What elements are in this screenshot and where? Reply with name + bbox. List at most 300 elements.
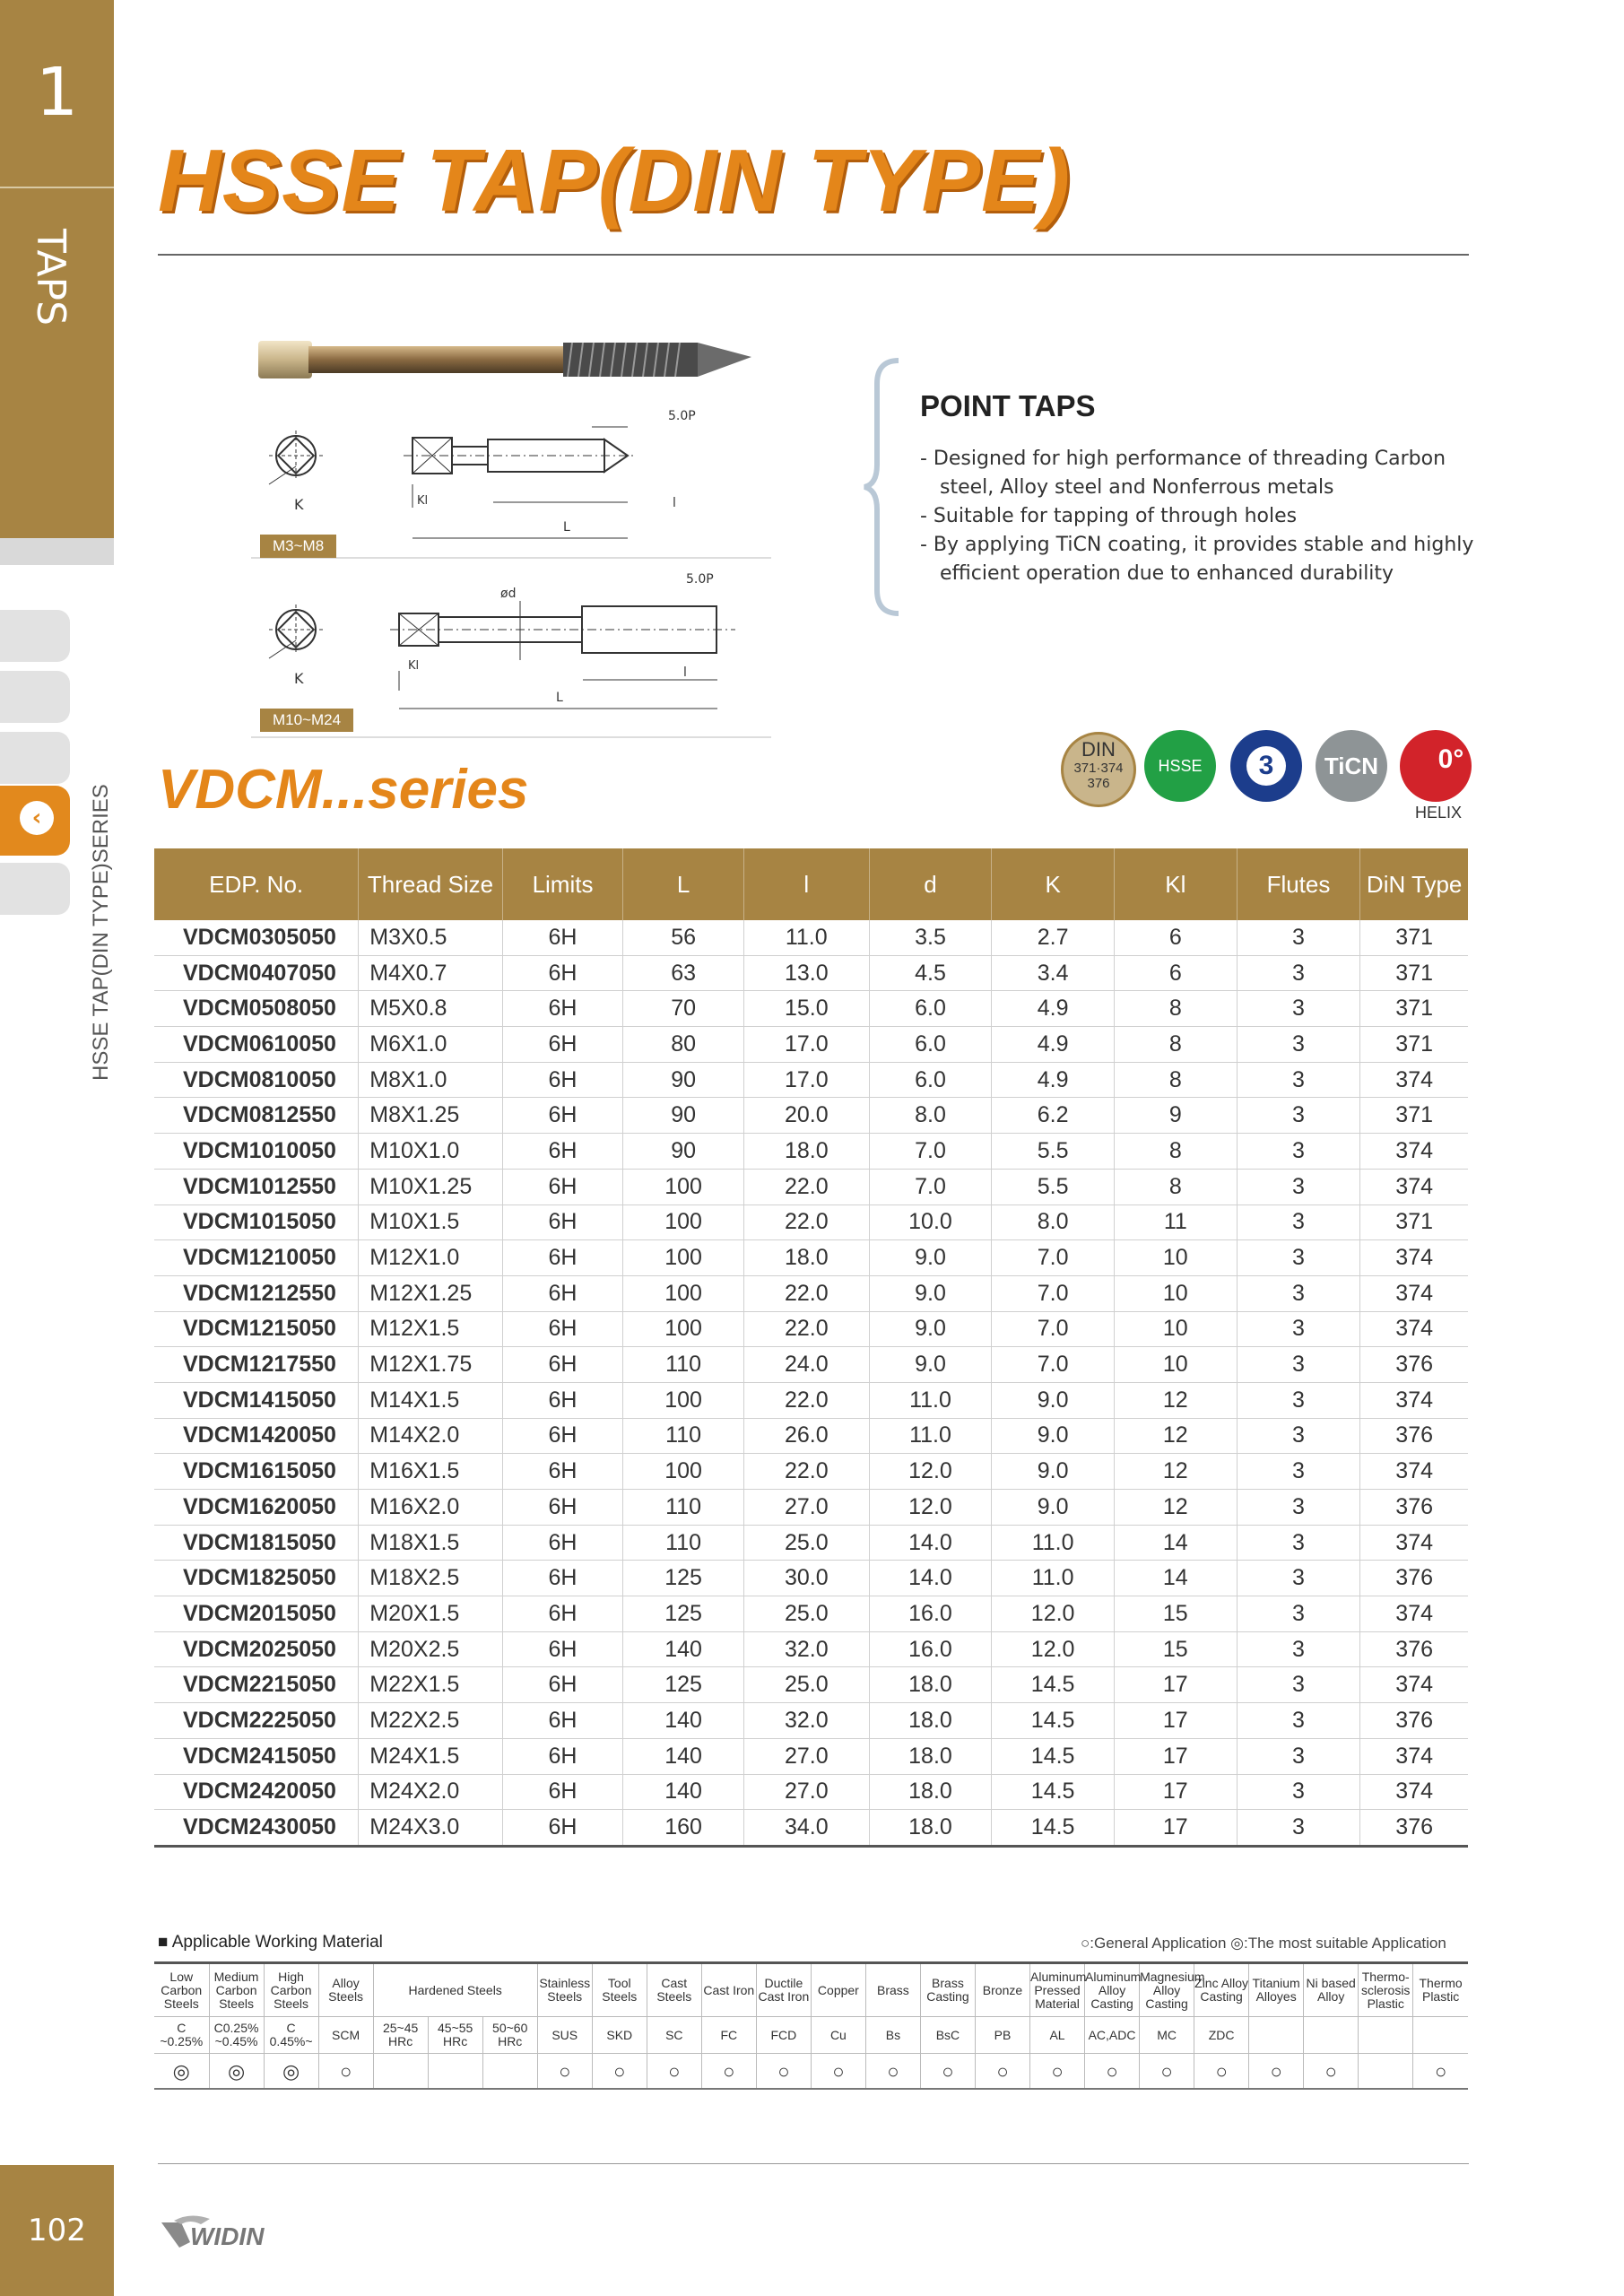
table-row — [154, 1311, 1468, 1347]
table-cell: 11 — [1114, 1205, 1237, 1240]
table-cell: 11.0 — [869, 1418, 992, 1454]
logo-text: WIDIN — [190, 2222, 265, 2250]
material-mark: ○ — [1249, 2054, 1304, 2090]
material-code: BsC — [920, 2017, 975, 2054]
table-cell: 6H — [502, 1525, 623, 1561]
table-row — [154, 1240, 1468, 1276]
table-cell: 100 — [623, 1275, 744, 1311]
material-code: AC,ADC — [1085, 2017, 1140, 2054]
edp-cell: VDCM1210050 — [154, 1240, 359, 1276]
edp-cell: VDCM2430050 — [154, 1810, 359, 1847]
table-cell: 376 — [1360, 1490, 1468, 1526]
table-cell: 374 — [1360, 1240, 1468, 1276]
material-mark — [428, 2054, 482, 2090]
sidebar-tab[interactable] — [0, 732, 70, 784]
table-cell: 371 — [1360, 1098, 1468, 1134]
table-cell: 8 — [1114, 1134, 1237, 1170]
table-cell: 371 — [1360, 1205, 1468, 1240]
table-cell: 376 — [1360, 1561, 1468, 1596]
edp-cell: VDCM1012550 — [154, 1169, 359, 1205]
table-cell: M14X1.5 — [359, 1382, 502, 1418]
material-code: 50~60 HRc — [482, 2017, 537, 2054]
material-name: Aluminum Pressed Material — [1030, 1963, 1085, 2017]
table-row — [154, 1810, 1468, 1847]
material-code: PB — [975, 2017, 1029, 2054]
material-mark: ○ — [537, 2054, 592, 2090]
table-cell: 4.9 — [992, 1027, 1115, 1063]
table-cell: 25.0 — [743, 1596, 869, 1632]
table-cell: M20X2.5 — [359, 1631, 502, 1667]
material-code: 25~45 HRc — [373, 2017, 428, 2054]
table-cell: M8X1.0 — [359, 1062, 502, 1098]
dim-d: ød — [500, 587, 517, 601]
table-cell: 6H — [502, 1774, 623, 1810]
table-row — [154, 1561, 1468, 1596]
table-cell: M6X1.0 — [359, 1027, 502, 1063]
material-mark: ○ — [1140, 2054, 1194, 2090]
material-name: Medium Carbon Steels — [209, 1963, 264, 2017]
table-cell: 374 — [1360, 1596, 1468, 1632]
material-name: Alloy Steels — [318, 1963, 373, 2017]
table-row — [154, 1490, 1468, 1526]
table-cell: 374 — [1360, 1454, 1468, 1490]
material-names-row — [154, 1963, 1468, 2017]
table-cell: 3 — [1237, 955, 1360, 991]
table-cell: 32.0 — [743, 1703, 869, 1739]
material-code: FC — [701, 2017, 756, 2054]
table-cell: 22.0 — [743, 1311, 869, 1347]
material-code: Cu — [811, 2017, 865, 2054]
table-row — [154, 920, 1468, 955]
material-name: Magnesium Alloy Casting — [1140, 1963, 1194, 2017]
table-header-row — [154, 848, 1468, 920]
widin-logo — [154, 2212, 289, 2260]
drawing-label-large: M10~M24 — [260, 709, 353, 732]
column-header: Limits — [502, 848, 623, 920]
table-cell: 6H — [502, 1027, 623, 1063]
table-row — [154, 1027, 1468, 1063]
dim-l: l — [673, 496, 676, 510]
table-cell: 374 — [1360, 1667, 1468, 1703]
table-cell: M3X0.5 — [359, 920, 502, 955]
table-cell: 14.5 — [992, 1774, 1115, 1810]
table-row — [154, 1703, 1468, 1739]
chapter-number: 1 — [35, 54, 79, 131]
edp-cell: VDCM1825050 — [154, 1561, 359, 1596]
table-cell: 10 — [1114, 1311, 1237, 1347]
table-cell: 7.0 — [992, 1275, 1115, 1311]
table-row — [154, 991, 1468, 1027]
table-cell: 6H — [502, 1205, 623, 1240]
table-row — [154, 1382, 1468, 1418]
table-cell: 6H — [502, 1810, 623, 1847]
dim-L: L — [563, 520, 570, 535]
table-cell: 3 — [1237, 1561, 1360, 1596]
table-cell: 12 — [1114, 1490, 1237, 1526]
table-cell: 16.0 — [869, 1596, 992, 1632]
dim-kl: Kl — [408, 659, 420, 673]
table-cell: 3.4 — [992, 955, 1115, 991]
table-cell: M12X1.5 — [359, 1311, 502, 1347]
table-cell: 3 — [1237, 1738, 1360, 1774]
sidebar-divider — [0, 187, 114, 188]
table-cell: 374 — [1360, 1382, 1468, 1418]
table-cell: 6H — [502, 920, 623, 955]
dim-l: l — [683, 665, 687, 680]
material-mark — [373, 2054, 428, 2090]
edp-cell: VDCM2415050 — [154, 1738, 359, 1774]
table-cell: 14.0 — [869, 1525, 992, 1561]
table-cell: 6H — [502, 991, 623, 1027]
material-mark: ○ — [1194, 2054, 1249, 2090]
table-cell: 10 — [1114, 1240, 1237, 1276]
table-cell: 9.0 — [869, 1347, 992, 1383]
table-cell: 9.0 — [992, 1382, 1115, 1418]
table-cell: 100 — [623, 1454, 744, 1490]
table-cell: M12X1.25 — [359, 1275, 502, 1311]
column-header: K — [992, 848, 1115, 920]
sidebar-tab[interactable] — [0, 671, 70, 723]
table-cell: 17 — [1114, 1738, 1237, 1774]
material-table — [154, 1961, 1468, 2090]
table-cell: 12.0 — [992, 1596, 1115, 1632]
table-cell: 3 — [1237, 1418, 1360, 1454]
table-cell: 9.0 — [869, 1275, 992, 1311]
table-cell: 140 — [623, 1774, 744, 1810]
table-cell: 3 — [1237, 1205, 1360, 1240]
table-cell: 80 — [623, 1027, 744, 1063]
material-mark — [482, 2054, 537, 2090]
table-cell: 14.0 — [869, 1561, 992, 1596]
table-cell: 34.0 — [743, 1810, 869, 1847]
flutes-badge — [1230, 730, 1302, 802]
sidebar-tab[interactable] — [0, 610, 70, 662]
din-badge-line2: 376 — [1087, 776, 1110, 791]
table-cell: 14.5 — [992, 1667, 1115, 1703]
table-cell: 110 — [623, 1525, 744, 1561]
table-cell: 14 — [1114, 1561, 1237, 1596]
table-cell: 3 — [1237, 1703, 1360, 1739]
edp-cell: VDCM0508050 — [154, 991, 359, 1027]
material-name: Thermo Plastic — [1413, 1963, 1468, 2017]
helix-badge — [1400, 730, 1472, 802]
material-mark: ○ — [756, 2054, 811, 2090]
material-code — [1359, 2017, 1413, 2054]
table-cell: 110 — [623, 1490, 744, 1526]
helix-angle: 0° — [1437, 744, 1464, 774]
table-cell: 3 — [1237, 920, 1360, 955]
table-cell: 6H — [502, 1169, 623, 1205]
table-row — [154, 1667, 1468, 1703]
widin-logo-mark — [154, 2212, 289, 2257]
dim-pitch: 5.0P — [686, 572, 714, 587]
sidebar-strip — [0, 538, 114, 565]
table-cell: 125 — [623, 1596, 744, 1632]
material-code: AL — [1030, 2017, 1085, 2054]
material-name: Tool Steels — [592, 1963, 647, 2017]
table-cell: M18X1.5 — [359, 1525, 502, 1561]
drawing-label-small: M3~M8 — [260, 535, 336, 558]
table-row — [154, 1596, 1468, 1632]
material-code: 45~55 HRc — [428, 2017, 482, 2054]
table-cell: 22.0 — [743, 1454, 869, 1490]
table-cell: 6H — [502, 1490, 623, 1526]
material-mark: ○ — [1085, 2054, 1140, 2090]
table-cell: M14X2.0 — [359, 1418, 502, 1454]
table-cell: 3 — [1237, 1027, 1360, 1063]
series-title: VDCM...series — [158, 759, 529, 821]
list-item: - Suitable for tapping of through holes — [920, 505, 1298, 527]
material-mark: ○ — [1413, 2054, 1468, 2090]
table-cell: 6 — [1114, 955, 1237, 991]
table-cell: M10X1.25 — [359, 1169, 502, 1205]
edp-cell: VDCM1815050 — [154, 1525, 359, 1561]
table-cell: 90 — [623, 1062, 744, 1098]
table-cell: 374 — [1360, 1311, 1468, 1347]
table-cell: 12 — [1114, 1418, 1237, 1454]
table-cell: M5X0.8 — [359, 991, 502, 1027]
table-cell: M24X2.0 — [359, 1774, 502, 1810]
edp-cell: VDCM2225050 — [154, 1703, 359, 1739]
table-cell: 3 — [1237, 1098, 1360, 1134]
material-code: SC — [647, 2017, 701, 2054]
material-name: Brass — [865, 1963, 920, 2017]
table-cell: 9.0 — [869, 1311, 992, 1347]
sidebar-tab[interactable] — [0, 863, 70, 915]
table-cell: 6H — [502, 1738, 623, 1774]
table-cell: 8 — [1114, 991, 1237, 1027]
column-header: l — [743, 848, 869, 920]
table-cell: M10X1.5 — [359, 1205, 502, 1240]
chevron-left-icon: ‹ — [20, 801, 54, 835]
table-cell: M12X1.75 — [359, 1347, 502, 1383]
material-code — [1413, 2017, 1468, 2054]
table-cell: 374 — [1360, 1525, 1468, 1561]
table-cell: 25.0 — [743, 1667, 869, 1703]
dim-pitch: 5.0P — [668, 409, 696, 423]
column-header: d — [869, 848, 992, 920]
table-cell: 100 — [623, 1205, 744, 1240]
edp-cell: VDCM1615050 — [154, 1454, 359, 1490]
table-row — [154, 1205, 1468, 1240]
table-cell: 17 — [1114, 1703, 1237, 1739]
table-row — [154, 1774, 1468, 1810]
table-cell: 5.5 — [992, 1169, 1115, 1205]
table-cell: 25.0 — [743, 1525, 869, 1561]
table-cell: 125 — [623, 1561, 744, 1596]
material-name: Aluminum Alloy Casting — [1085, 1963, 1140, 2017]
material-mark — [1359, 2054, 1413, 2090]
table-cell: 90 — [623, 1134, 744, 1170]
table-row — [154, 1134, 1468, 1170]
footer-divider — [158, 2163, 1469, 2164]
material-name: Copper — [811, 1963, 865, 2017]
table-cell: 8.0 — [869, 1098, 992, 1134]
edp-cell: VDCM0812550 — [154, 1098, 359, 1134]
table-cell: M16X1.5 — [359, 1454, 502, 1490]
material-code — [1304, 2017, 1359, 2054]
table-cell: 11.0 — [992, 1561, 1115, 1596]
edp-cell: VDCM0810050 — [154, 1062, 359, 1098]
table-cell: 140 — [623, 1738, 744, 1774]
edp-cell: VDCM2015050 — [154, 1596, 359, 1632]
table-cell: 3 — [1237, 1347, 1360, 1383]
edp-cell: VDCM2025050 — [154, 1631, 359, 1667]
chapter-label — [27, 229, 81, 336]
table-cell: 100 — [623, 1311, 744, 1347]
table-cell: 6H — [502, 1596, 623, 1632]
table-cell: 3.5 — [869, 920, 992, 955]
table-cell: 3 — [1237, 1382, 1360, 1418]
table-cell: 17.0 — [743, 1027, 869, 1063]
table-cell: 18.0 — [869, 1810, 992, 1847]
table-cell: 27.0 — [743, 1774, 869, 1810]
table-cell: M24X3.0 — [359, 1810, 502, 1847]
material-title-text: Applicable Working Material — [171, 1933, 383, 1952]
table-cell: 15 — [1114, 1596, 1237, 1632]
table-cell: 22.0 — [743, 1169, 869, 1205]
table-cell: 7.0 — [992, 1311, 1115, 1347]
table-cell: 17 — [1114, 1667, 1237, 1703]
material-mark: ○ — [920, 2054, 975, 2090]
table-cell: 22.0 — [743, 1382, 869, 1418]
table-cell: 4.9 — [992, 991, 1115, 1027]
column-header: Kl — [1114, 848, 1237, 920]
material-legend: ○:General Application ◎:The most suitable Application — [1081, 1935, 1446, 1952]
table-cell: 22.0 — [743, 1205, 869, 1240]
material-code — [1249, 2017, 1304, 2054]
table-cell: 18.0 — [869, 1738, 992, 1774]
table-cell: 4.5 — [869, 955, 992, 991]
material-name: Cast Steels — [647, 1963, 701, 2017]
edp-cell: VDCM1010050 — [154, 1134, 359, 1170]
dim-kl: Kl — [417, 494, 429, 508]
table-cell: 3 — [1237, 1525, 1360, 1561]
material-codes-row — [154, 2017, 1468, 2054]
material-mark: ◎ — [154, 2054, 209, 2090]
table-cell: 100 — [623, 1169, 744, 1205]
table-cell: 10.0 — [869, 1205, 992, 1240]
table-cell: 18.0 — [869, 1703, 992, 1739]
table-cell: 63 — [623, 955, 744, 991]
material-name: High Carbon Steels — [264, 1963, 318, 2017]
table-cell: 22.0 — [743, 1275, 869, 1311]
table-cell: 3 — [1237, 1311, 1360, 1347]
brace-icon — [861, 357, 906, 617]
table-cell: 9.0 — [992, 1454, 1115, 1490]
table-cell: 14.5 — [992, 1810, 1115, 1847]
din-badge-line1: 371·374 — [1073, 761, 1124, 776]
table-cell: 374 — [1360, 1275, 1468, 1311]
table-row — [154, 1098, 1468, 1134]
table-cell: 376 — [1360, 1418, 1468, 1454]
table-cell: 100 — [623, 1240, 744, 1276]
table-cell: 14 — [1114, 1525, 1237, 1561]
table-cell: 3 — [1237, 1240, 1360, 1276]
table-cell: 90 — [623, 1098, 744, 1134]
page-title: HSSE TAP(DIN TYPE) — [158, 131, 1072, 230]
point-taps-list — [920, 445, 1476, 588]
table-cell: 6H — [502, 1062, 623, 1098]
table-cell: 9.0 — [869, 1240, 992, 1276]
table-row — [154, 1418, 1468, 1454]
table-cell: M4X0.7 — [359, 955, 502, 991]
table-cell: 371 — [1360, 991, 1468, 1027]
list-item: - By applying TiCN coating, it provides stable and highly efficient operation due to enhanced durability — [920, 534, 1474, 585]
material-code: SUS — [537, 2017, 592, 2054]
table-cell: 18.0 — [743, 1240, 869, 1276]
table-cell: 110 — [623, 1347, 744, 1383]
table-cell: 12.0 — [869, 1454, 992, 1490]
table-cell: M16X2.0 — [359, 1490, 502, 1526]
edp-cell: VDCM1212550 — [154, 1275, 359, 1311]
column-header: DiN Type — [1360, 848, 1468, 920]
table-cell: 70 — [623, 991, 744, 1027]
material-mark: ○ — [1304, 2054, 1359, 2090]
table-cell: 3 — [1237, 1774, 1360, 1810]
table-cell: 8 — [1114, 1062, 1237, 1098]
table-cell: 3 — [1237, 1596, 1360, 1632]
table-cell: 3 — [1237, 1062, 1360, 1098]
table-cell: 27.0 — [743, 1490, 869, 1526]
table-cell: 140 — [623, 1631, 744, 1667]
material-name: Ductile Cast Iron — [756, 1963, 811, 2017]
edp-cell: VDCM2215050 — [154, 1667, 359, 1703]
table-cell: 10 — [1114, 1347, 1237, 1383]
table-row — [154, 1525, 1468, 1561]
table-cell: 6H — [502, 1311, 623, 1347]
material-name: Titanium Alloyes — [1249, 1963, 1304, 2017]
edp-cell: VDCM1215050 — [154, 1311, 359, 1347]
hsse-badge: HSSE — [1144, 730, 1216, 802]
table-cell: 56 — [623, 920, 744, 955]
list-item: - Designed for high performance of threading Carbon steel, Alloy steel and Nonferrous metals — [920, 448, 1446, 499]
table-cell: M22X1.5 — [359, 1667, 502, 1703]
column-header: L — [623, 848, 744, 920]
table-cell: 376 — [1360, 1810, 1468, 1847]
table-cell: 6H — [502, 1418, 623, 1454]
table-cell: 18.0 — [869, 1774, 992, 1810]
material-name: Brass Casting — [920, 1963, 975, 2017]
table-cell: 6H — [502, 1703, 623, 1739]
table-cell: 374 — [1360, 1062, 1468, 1098]
edp-cell: VDCM0407050 — [154, 955, 359, 991]
table-cell: 6H — [502, 1667, 623, 1703]
table-cell: 13.0 — [743, 955, 869, 991]
edp-cell: VDCM1015050 — [154, 1205, 359, 1240]
table-cell: M12X1.0 — [359, 1240, 502, 1276]
column-header: Thread Size — [359, 848, 502, 920]
table-cell: 3 — [1237, 1275, 1360, 1311]
table-cell: 8 — [1114, 1027, 1237, 1063]
table-cell: M18X2.5 — [359, 1561, 502, 1596]
table-cell: 12.0 — [992, 1631, 1115, 1667]
table-cell: 3 — [1237, 1631, 1360, 1667]
material-code: ZDC — [1194, 2017, 1249, 2054]
table-row — [154, 1738, 1468, 1774]
table-row — [154, 1275, 1468, 1311]
material-name: Hardened Steels — [373, 1963, 537, 2017]
column-header: EDP. No. — [154, 848, 359, 920]
table-cell: 20.0 — [743, 1098, 869, 1134]
table-cell: 371 — [1360, 920, 1468, 955]
material-code: C0.25% ~0.45% — [209, 2017, 264, 2054]
table-cell: 26.0 — [743, 1418, 869, 1454]
table-cell: 10 — [1114, 1275, 1237, 1311]
spec-table — [154, 848, 1468, 1848]
dim-k: K — [294, 496, 304, 513]
table-cell: 3 — [1237, 1490, 1360, 1526]
